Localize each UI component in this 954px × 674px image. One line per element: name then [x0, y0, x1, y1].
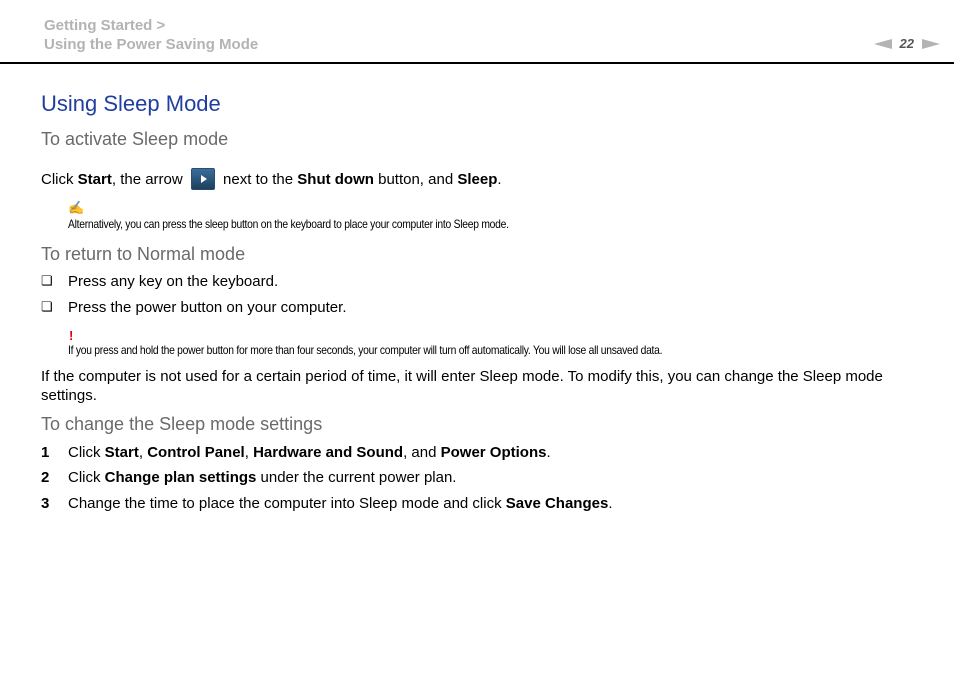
shut-down-label: Shut down — [297, 171, 374, 188]
section-heading-return: To return to Normal mode — [41, 244, 246, 264]
hardware-and-sound-label: Hardware and Sound — [253, 444, 404, 461]
checkbox-bullet-icon: ❏ — [41, 273, 53, 288]
change-plan-settings-label: Change plan settings — [104, 469, 257, 486]
text-segment: button, and — [373, 171, 458, 188]
text-segment: , — [244, 444, 254, 461]
checkbox-bullet-icon: ❏ — [41, 299, 53, 314]
section-heading-activate: To activate Sleep mode — [41, 129, 229, 149]
text-segment: , — [138, 444, 148, 461]
text-segment: next to the — [218, 171, 298, 188]
list-item-text: Press any key on the keyboard. — [68, 273, 279, 290]
shutdown-arrow-icon — [191, 168, 215, 190]
text-segment: . — [497, 171, 502, 188]
text-segment: , and — [403, 444, 441, 461]
section-heading-change: To change the Sleep mode settings — [41, 414, 323, 434]
text-segment: . — [608, 495, 613, 512]
header-divider — [0, 62, 954, 64]
breadcrumb-parent[interactable]: Getting Started > — [44, 17, 166, 34]
text-segment: Click — [41, 171, 78, 188]
text-segment: Click — [68, 469, 105, 486]
start-label: Start — [104, 444, 139, 461]
activate-instruction — [41, 168, 502, 190]
save-changes-label: Save Changes — [505, 495, 609, 512]
note-text: Alternatively, you can press the sleep button on the keyboard to place your computer into Sleep mode. — [68, 217, 509, 231]
page-title: Using Sleep Mode — [41, 91, 221, 116]
breadcrumb — [44, 16, 258, 54]
page-number: 22 — [899, 36, 914, 51]
step-number: 3 — [41, 495, 50, 512]
power-options-label: Power Options — [440, 444, 547, 461]
note-icon: ✍ — [68, 200, 85, 215]
text-segment: Change the time to place the computer into Sleep mode and click — [68, 495, 506, 512]
list-item — [41, 273, 278, 290]
sleep-description: If the computer is not used for a certain period of time, it will enter Sleep mode. To modify this, you can change the Sleep mode settings. — [41, 368, 883, 404]
step-text — [68, 495, 612, 512]
step-text — [68, 444, 551, 461]
text-segment: under the current power plan. — [256, 469, 457, 486]
step-number: 2 — [41, 469, 50, 486]
sleep-label: Sleep — [457, 171, 498, 188]
list-item-text: Press the power button on your computer. — [68, 299, 347, 316]
warning-text: If you press and hold the power button for more than four seconds, your computer will turn off automatically. You will lose all unsaved data. — [68, 343, 663, 357]
previous-page-icon[interactable] — [874, 39, 892, 49]
next-page-icon[interactable] — [922, 39, 940, 49]
control-panel-label: Control Panel — [147, 444, 245, 461]
list-item — [41, 299, 347, 316]
step-item — [41, 469, 456, 486]
breadcrumb-current: Using the Power Saving Mode — [44, 36, 259, 53]
warning-icon: ! — [69, 328, 74, 343]
text-segment: , the arrow — [111, 171, 187, 188]
text-segment: . — [546, 444, 551, 461]
page-navigation — [874, 36, 940, 51]
step-text — [68, 469, 456, 486]
step-item — [41, 495, 612, 512]
start-label: Start — [77, 171, 112, 188]
step-item — [41, 444, 551, 461]
step-number: 1 — [41, 444, 50, 461]
text-segment: Click — [68, 444, 105, 461]
